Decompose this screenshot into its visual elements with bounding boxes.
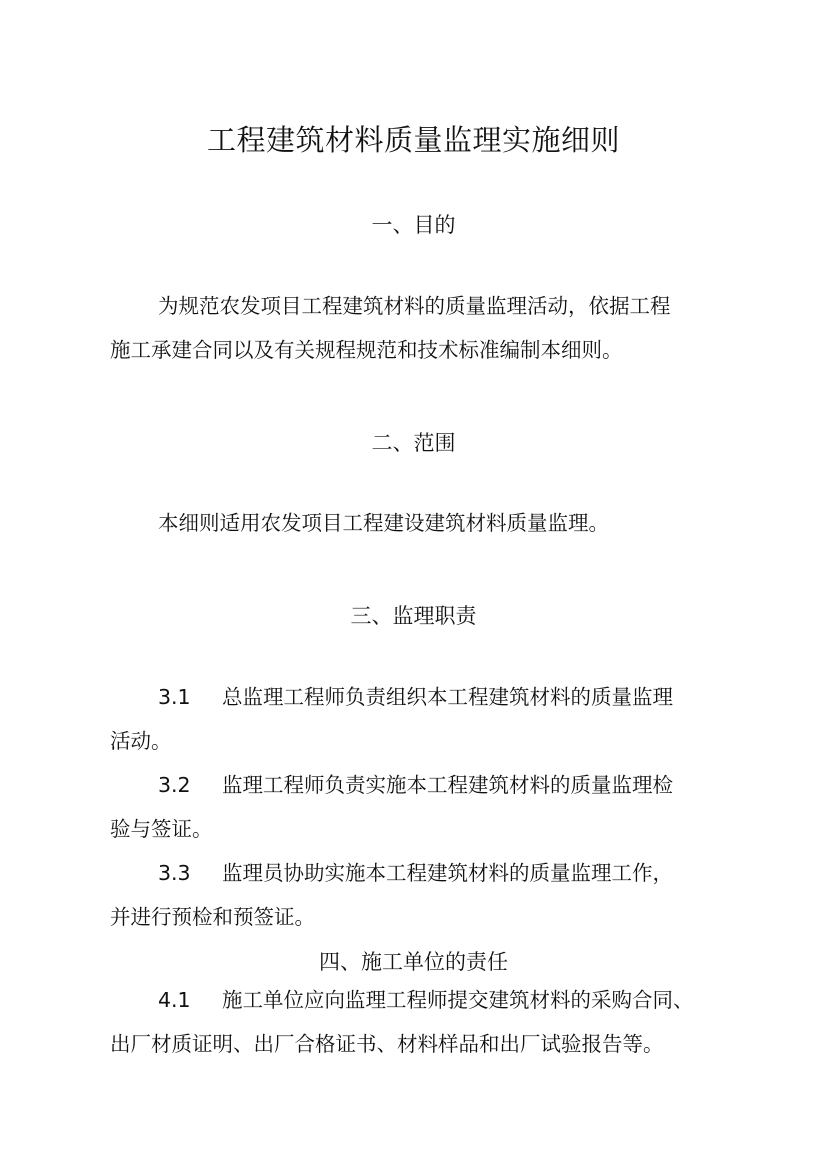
list-item-line: [110, 763, 725, 807]
section-purpose-paragraph: [110, 284, 725, 372]
item-number: 4.1: [158, 988, 191, 1012]
paragraph-line: 本细则适用农发项目工程建设建筑材料质量监理。: [158, 511, 609, 535]
paragraph-line: 为规范农发项目工程建筑材料的质量监理活动，依据工程: [158, 294, 671, 318]
item-number: 3.2: [158, 773, 191, 797]
list-item-continuation: 出厂材质证明、出厂合格证书、材料样品和出厂试验报告等。: [110, 1032, 664, 1056]
section-duties-list: [110, 675, 725, 939]
list-item-line: [110, 978, 725, 1022]
item-text: 监理工程师负责实施本工程建筑材料的质量监理检: [222, 773, 673, 797]
paragraph-line: 施工承建合同以及有关规程规范和技术标准编制本细则。: [110, 338, 623, 362]
item-text: 总监理工程师负责组织本工程建筑材料的质量监理: [222, 685, 673, 709]
item-text: 施工单位应向监理工程师提交建筑材料的采购合同、: [222, 988, 694, 1012]
list-item-continuation: 并进行预检和预签证。: [110, 905, 315, 929]
section-heading-contractor-duties: 四、施工单位的责任: [319, 950, 508, 974]
section-heading-scope: 二、范围: [371, 431, 456, 455]
item-number: 3.3: [158, 861, 191, 885]
section-heading-duties: 三、监理职责: [350, 604, 477, 628]
item-number: 3.1: [158, 685, 191, 709]
list-item-continuation: 验与签证。: [110, 817, 213, 841]
section-scope-paragraph: [110, 501, 725, 545]
item-text: 监理员协助实施本工程建筑材料的质量监理工作，: [222, 861, 673, 885]
list-item-line: [110, 675, 725, 719]
section-contractor-list: [110, 978, 725, 1066]
list-item-continuation: 活动。: [110, 729, 172, 753]
section-heading-purpose: 一、目的: [371, 213, 456, 237]
list-item-line: [110, 851, 725, 895]
document-title: 工程建筑材料质量监理实施细则: [206, 123, 620, 157]
